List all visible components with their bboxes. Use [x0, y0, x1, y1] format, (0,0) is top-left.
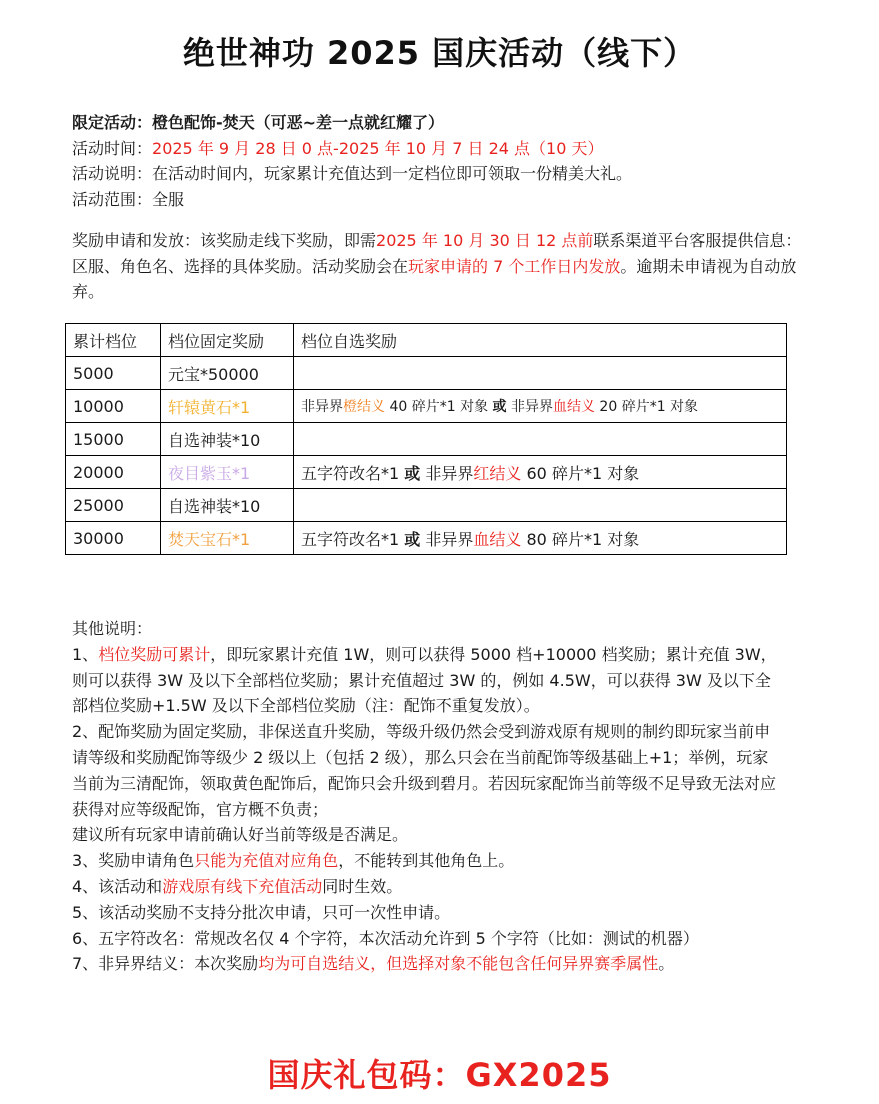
- table-header-row: [66, 324, 787, 357]
- other-notes: [72, 616, 784, 977]
- table-row: [66, 522, 787, 555]
- optional-reward-cell: [294, 357, 787, 390]
- reward-table: [65, 323, 787, 555]
- claim-info: 奖励申请和发放：该奖励走线下奖励，即需2025 年 10 月 30 日 12 点前联系渠道平台客服提供信息：区服、角色名、选择的具体奖励。活动奖励会在玩家申请的 7 个工作日内发放。逾期未申请视为自动放弃。: [72, 231, 802, 301]
- gift-code: 国庆礼包码：GX2025: [267, 1056, 612, 1094]
- tier-cell: 20000: [66, 456, 161, 489]
- activity-time: 活动时间：2025 年 9 月 28 日 0 点-2025 年 10 月 7 日 24 点（10 天）: [72, 138, 604, 158]
- note-2: 2、配饰奖励为固定奖励，非保送直升奖励，等级升级仍然会受到游戏原有规则的制约即玩家当前申请等级和奖励配饰等级少 2 级以上（包括 2 级），那么只会在当前配饰等级基础上+1；举例，玩家当前为三清配饰，领取黄色配饰后，配饰只会升级到碧月。若因玩家配饰当前等级不足导致无法对应获得对应等级配饰，官方概不负责；: [72, 722, 777, 819]
- limited-activity: 限定活动：橙色配饰-焚天（可恶~差一点就红耀了）: [72, 113, 445, 132]
- header-fixed: 档位固定奖励: [161, 324, 294, 357]
- optional-reward-cell: [294, 489, 787, 522]
- note-7: 7、非异界结义：本次奖励均为可自选结义，但选择对象不能包含任何异界赛季属性。: [72, 954, 675, 974]
- optional-reward-cell: [294, 423, 787, 456]
- note-1: 1、档位奖励可累计，即玩家累计充值 1W，则可以获得 5000 档+10000 档奖励；累计充值 3W，则可以获得 3W 及以下全部档位奖励；累计充值超过 3W 的，例如 4.5W，可以获得 3W 及以下全部档位奖励+1.5W 及以下全部档位奖励（注：配饰不重复发放）。: [72, 644, 777, 716]
- page-title: 绝世神功 2025 国庆活动（线下）: [182, 34, 697, 72]
- table-row: [66, 456, 787, 489]
- table-row: [66, 423, 787, 456]
- optional-reward-cell: 五字符改名*1 或 非异界红结义 60 碎片*1 对象: [294, 456, 787, 489]
- fixed-reward-cell: 夜目紫玉*1: [161, 456, 294, 489]
- tier-cell: 25000: [66, 489, 161, 522]
- fixed-reward-cell: 轩辕黄石*1: [161, 390, 294, 423]
- note-2b: 建议所有玩家申请前确认好当前等级是否满足。: [72, 825, 409, 845]
- activity-desc: 活动说明：在活动时间内，玩家累计充值达到一定档位即可领取一份精美大礼。: [72, 164, 633, 183]
- tier-cell: 5000: [66, 357, 161, 390]
- activity-scope: 活动范围：全服: [72, 189, 185, 209]
- tier-cell: 10000: [66, 390, 161, 423]
- table-row: [66, 489, 787, 522]
- fixed-reward-cell: 焚天宝石*1: [161, 522, 294, 555]
- activity-intro: [72, 110, 812, 321]
- tier-cell: 30000: [66, 522, 161, 555]
- optional-reward-cell: 非异界橙结义 40 碎片*1 对象 或 非异界血结义 20 碎片*1 对象: [294, 390, 787, 423]
- header-optional: 档位自选奖励: [294, 324, 787, 357]
- note-3: 3、奖励申请角色只能为充值对应角色，不能转到其他角色上。: [72, 851, 515, 871]
- note-5: 5、该活动奖励不支持分批次申请，只可一次性申请。: [72, 902, 451, 922]
- fixed-reward-cell: 自选神装*10: [161, 489, 294, 522]
- table-row: [66, 357, 787, 390]
- header-tier: 累计档位: [66, 324, 161, 357]
- optional-reward-cell: 五字符改名*1 或 非异界血结义 80 碎片*1 对象: [294, 522, 787, 555]
- table-row: [66, 390, 787, 423]
- fixed-reward-cell: 自选神装*10: [161, 423, 294, 456]
- note-4: 4、该活动和游戏原有线下充值活动同时生效。: [72, 876, 403, 896]
- tier-cell: 15000: [66, 423, 161, 456]
- note-6: 6、五字符改名：常规改名仅 4 个字符，本次活动允许到 5 个字符（比如：测试的机器）: [72, 928, 699, 948]
- fixed-reward-cell: 元宝*50000: [161, 357, 294, 390]
- notes-heading: 其他说明：: [72, 619, 153, 638]
